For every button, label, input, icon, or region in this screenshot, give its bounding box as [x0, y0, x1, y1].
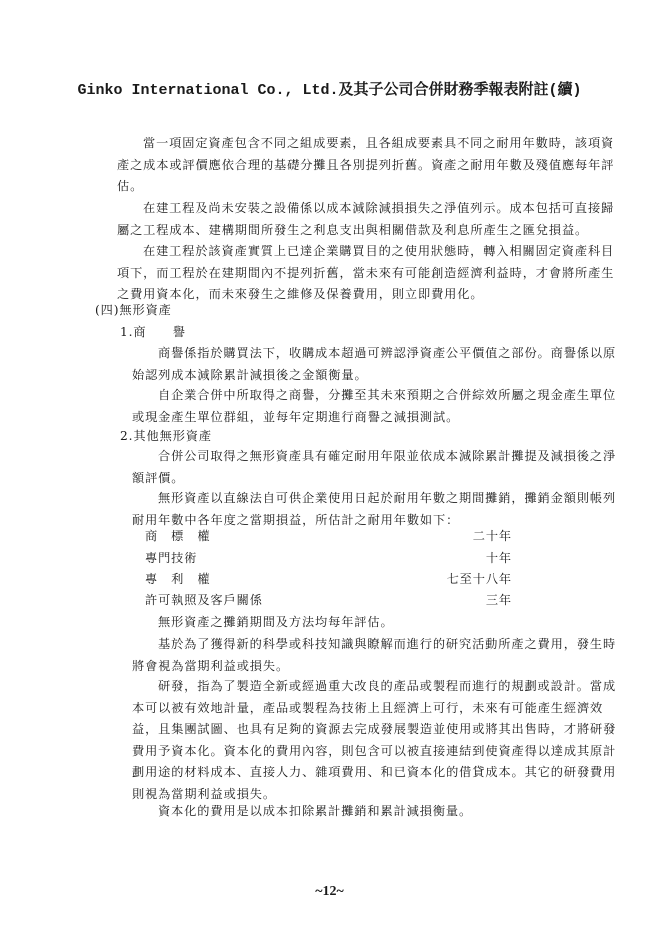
paragraph-amortization-review: 無形資產之攤銷期間及方法均每年評估。 [158, 615, 394, 629]
useful-life-item: 商 標 權 [145, 529, 211, 543]
paragraph-capitalized-cost-measurement: 資本化的費用是以成本扣除累計攤銷和累計減損衡量。 [158, 804, 473, 818]
useful-life-years: 十年 [485, 551, 512, 565]
useful-life-years: 七至十八年 [446, 572, 512, 586]
useful-life-item: 許可執照及客戶關係 [145, 593, 263, 607]
paragraph-construction-in-progress: 在建工程及尚未安裝之設備係以成本減除減損損失之淨值列示。成本包括可直接歸屬之工程成本、建構期間所發生之利息支出與相關借款及利息所產生之匯兌損益。 [117, 201, 615, 237]
paragraph-goodwill-impairment: 自企業合併中所取得之商譽，分攤至其未來預期之合併綜效所屬之現金產生單位或現金產生單位群組，並每年定期進行商譽之減損測試。 [132, 388, 617, 424]
page-title: Ginko International Co., Ltd.及其子公司合併財務季報表附註(續) [77, 82, 582, 99]
useful-life-item: 專 利 權 [145, 572, 211, 586]
paragraph-amortization-method: 無形資產以直線法自可供企業使用日起於耐用年數之期間攤銷，攤銷金額則帳列耐用年數中各年度之當期損益，所估計之耐用年數如下： [132, 491, 617, 527]
paragraph-construction-transfer: 在建工程於該資產實質上已達企業購買目的之使用狀態時，轉入相關固定資產科目項下，而工程於在建期間內不提列折舊，當未來有可能創造經濟利益時，才會將所產生之費用資本化，而未來發生之維修及保養費用，則立即費用化。 [117, 244, 615, 301]
paragraph-goodwill-definition: 商譽係指於購買法下，收購成本超過可辨認淨資產公平價值之部份。商譽係以原始認列成本減除累計減損後之金額衡量。 [132, 346, 617, 382]
useful-life-years: 三年 [485, 593, 512, 607]
page-number: ~12~ [315, 884, 344, 899]
paragraph-development-capitalization: 研發，指為了製造全新或經過重大改良的產品或製程而進行的規劃或設計。當成本可以被有效地計量，產品或製程為技術上且經濟上可行，未來有可能產生經濟效益，且集團試圖、也具有足夠的資源去完成發展製造並使用或將其出售時，才將研發費用予資本化。資本化的費用內容，則包含可以被直接連結到使資產得以達成其原計劃用途的材料成本、直接人力、雜項費用、和已資本化的借貸成本。其它的研發費用則視為當期利益或損失。 [132, 679, 617, 801]
useful-life-years: 二十年 [472, 529, 512, 543]
paragraph-research-expense: 基於為了獲得新的科學或科技知識與瞭解而進行的研究活動所產之費用，發生時將會視為當期利益或損失。 [132, 637, 617, 673]
subheading-goodwill: 1.商 譽 [120, 325, 186, 339]
subheading-other-intangibles: 2.其他無形資產 [120, 429, 212, 443]
useful-life-item: 專門技術 [145, 551, 198, 565]
paragraph-other-intangibles-valuation: 合併公司取得之無形資產具有確定耐用年限並依成本減除累計攤提及減損後之淨額評價。 [132, 449, 617, 485]
paragraph-depreciation-components: 當一項固定資產包含不同之組成要素，且各組成要素具不同之耐用年數時，該項資產之成本或評價應依合理的基礎分攤且各別提列折舊。資產之耐用年數及殘值應每年評估。 [117, 136, 615, 193]
section-heading-intangible-assets: (四)無形資產 [95, 303, 172, 317]
